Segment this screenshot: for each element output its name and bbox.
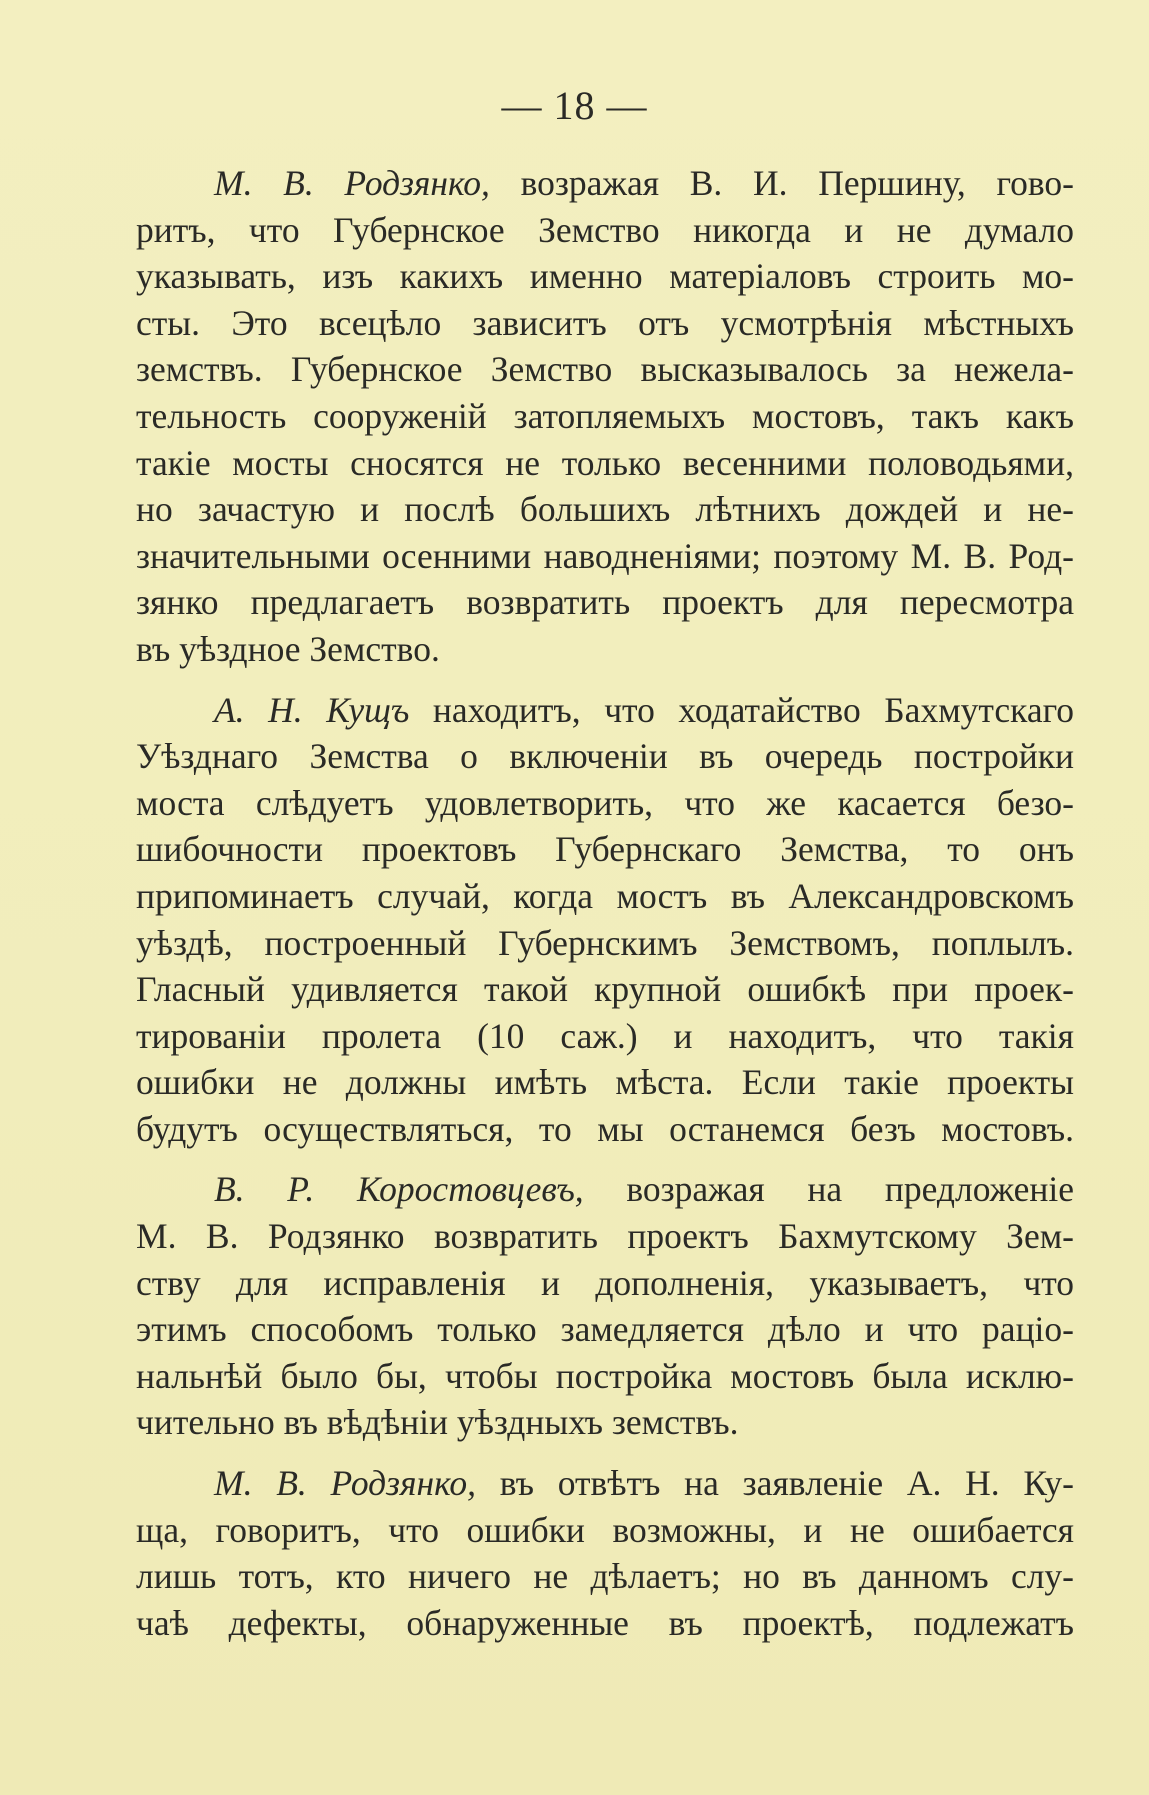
line-text: находитъ, что ходатайство Бахмутскаго: [432, 689, 1074, 730]
text-line: Уѣзднаго Земства о включеніи въ очередь постройки: [136, 736, 1074, 777]
line-text: возражая В. И. Першину, гово-: [520, 163, 1074, 203]
text-line: въ уѣздное Земство.: [136, 628, 440, 669]
text-line: ритъ, что Губернское Земство никогда и не думало: [136, 209, 1074, 250]
text-line: земствъ. Губернское Земство высказывалось за нежела-: [136, 349, 1074, 390]
body-text: [136, 160, 1074, 1646]
text-line: припоминаетъ случай, когда мостъ въ Александровскомъ: [136, 875, 1074, 916]
text-line: [136, 687, 1074, 734]
paragraph-kushch: [136, 687, 1074, 1153]
text-line: сты. Это всецѣло зависитъ отъ усмотрѣнія мѣстныхъ: [136, 302, 1074, 343]
text-line: этимъ способомъ только замедляется дѣло и что раціо-: [136, 1309, 1074, 1350]
text-line: Гласный удивляется такой крупной ошибкѣ при проек-: [136, 969, 1074, 1010]
line-text: въ отвѣтъ на заявленіе А. Н. Ку-: [499, 1463, 1074, 1504]
text-line: зянко предлагаетъ возвратить проектъ для пересмотра: [136, 582, 1074, 623]
speaker-name: М. В. Родзянко,: [214, 163, 490, 203]
text-line: но зачастую и послѣ большихъ лѣтнихъ дождей и не-: [136, 489, 1074, 530]
page-number: — 18 —: [501, 83, 648, 128]
paragraph-rodzyanko-2: [136, 1460, 1074, 1646]
text-line: М. В. Родзянко возвратить проектъ Бахмутскому Зем-: [136, 1216, 1074, 1257]
text-line: [136, 1460, 1074, 1507]
text-line: лишь тотъ, кто ничего не дѣлаетъ; но въ данномъ слу-: [136, 1556, 1074, 1597]
text-line: тельность сооруженій затопляемыхъ мостовъ, такъ какъ: [136, 395, 1074, 436]
text-line: значительными осенними наводненіями; поэтому М. В. Род-: [136, 535, 1074, 576]
text-line: ща, говоритъ, что ошибки возможны, и не ошибается: [136, 1509, 1074, 1550]
text-line: [136, 160, 1074, 207]
text-line: чительно въ вѣдѣніи уѣздныхъ земствъ.: [136, 1402, 739, 1443]
text-line: чаѣ дефекты, обнаруженные въ проектѣ, подлежатъ: [136, 1602, 1074, 1643]
speaker-name: М. В. Родзянко,: [214, 1463, 476, 1504]
text-line: такіе мосты сносятся не только весенними половодьями,: [136, 442, 1074, 483]
text-line: нальнѣй было бы, чтобы постройка мостовъ была исклю-: [136, 1355, 1074, 1396]
text-line: тированіи пролета (10 саж.) и находитъ, что такія: [136, 1015, 1074, 1056]
paragraph-korostovtsev: [136, 1166, 1074, 1446]
text-line: уѣздѣ, построенный Губернскимъ Земствомъ, поплылъ.: [136, 922, 1074, 963]
speaker-name: А. Н. Кущъ: [214, 689, 410, 730]
text-line: моста слѣдуетъ удовлетворить, что же касается безо-: [136, 782, 1074, 823]
text-line: ошибки не должны имѣть мѣста. Если такіе проекты: [136, 1062, 1074, 1103]
text-line: указывать, изъ какихъ именно матеріаловъ строить мо-: [136, 256, 1074, 297]
text-line: шибочности проектовъ Губернскаго Земства, то онъ: [136, 829, 1074, 870]
text-line: будутъ осуществляться, то мы останемся безъ мостовъ.: [136, 1108, 1074, 1149]
line-text: возражая на предложеніе: [626, 1169, 1074, 1210]
paragraph-rodzyanko-1: [136, 160, 1074, 673]
speaker-name: В. Р. Коростовцевъ,: [214, 1169, 584, 1210]
text-line: [136, 1166, 1074, 1213]
text-line: ству для исправленія и дополненія, указываетъ, что: [136, 1262, 1074, 1303]
